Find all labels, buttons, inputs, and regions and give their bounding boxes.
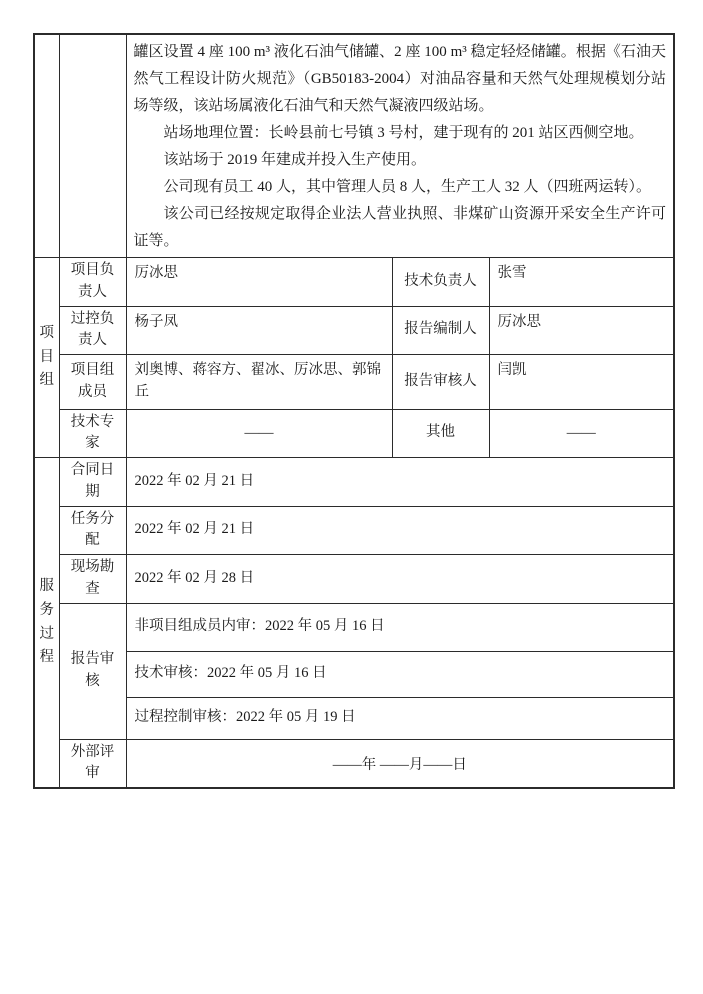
row-label-project-leader: 项目负责人: [59, 258, 126, 307]
project-info-table: [33, 33, 675, 789]
row-label-technical-expert: 技术专家: [59, 409, 126, 458]
value-task-assignment: 2022 年 02 月 21 日: [126, 506, 674, 555]
row-label-report-compiler: 报告编制人: [392, 306, 489, 355]
value-external-review: ——年 ——月——日: [126, 739, 674, 788]
row-label-team-members: 项目组成员: [59, 355, 126, 410]
row-label-site-survey: 现场勘查: [59, 555, 126, 604]
intro-paragraph: 站场地理位置：长岭县前七号镇 3 号村，建于现有的 201 站区西侧空地。: [163, 125, 644, 141]
section-label-text: 服务过程: [39, 577, 54, 666]
value-technical-leader: 张雪: [489, 258, 674, 307]
row-label-report-review: 报告审核: [59, 603, 126, 739]
row-label-contract-date: 合同日期: [59, 458, 126, 507]
section-label-text: 项目组: [39, 324, 54, 389]
value-site-survey: 2022 年 02 月 28 日: [126, 555, 674, 604]
value-team-members: 刘奥博、蒋容方、翟冰、厉冰思、郭锦丘: [126, 355, 392, 410]
value-process-control-leader: 杨子凤: [126, 306, 392, 355]
row-label-process-control-leader: 过控负责人: [59, 306, 126, 355]
value-project-leader: 厉冰思: [126, 258, 392, 307]
row-label-external-review: 外部评审: [59, 739, 126, 788]
row-label-report-reviewer: 报告审核人: [392, 355, 489, 410]
section-label-service-process: [34, 458, 59, 789]
row-label-technical-leader: 技术负责人: [392, 258, 489, 307]
value-contract-date: 2022 年 02 月 21 日: [126, 458, 674, 507]
intro-paragraph: 该公司已经按规定取得企业法人营业执照、非煤矿山资源开采安全生产许可证等。: [133, 206, 667, 249]
empty-label-cell: [59, 34, 126, 258]
empty-section-cell: [34, 34, 59, 258]
row-label-task-assignment: 任务分配: [59, 506, 126, 555]
value-process-control-review: 过程控制审核：2022 年 05 月 19 日: [126, 697, 674, 739]
section-label-project-team: [34, 258, 59, 458]
intro-paragraph: 罐区设置 4 座 100 m³ 液化石油气储罐、2 座 100 m³ 稳定轻烃储罐。根据《石油天然气工程设计防火规范》（GB50183-2004）对油品容量和天然气处理规模划分站场等级，该站场属液化石油气和天然气凝液四级站场。: [133, 44, 667, 114]
value-internal-review: 非项目组成员内审：2022 年 05 月 16 日: [126, 603, 674, 651]
facility-description-cell: [126, 34, 674, 258]
value-report-reviewer: 闫凯: [489, 355, 674, 410]
value-report-compiler: 厉冰思: [489, 306, 674, 355]
value-other: ——: [489, 409, 674, 458]
value-technical-expert: ——: [126, 409, 392, 458]
intro-paragraph: 公司现有员工 40 人，其中管理人员 8 人，生产工人 32 人（四班两运转）。: [163, 179, 652, 195]
row-label-other: 其他: [392, 409, 489, 458]
value-technical-review: 技术审核：2022 年 05 月 16 日: [126, 651, 674, 697]
intro-paragraph: 该站场于 2019 年建成并投入生产使用。: [163, 152, 427, 168]
